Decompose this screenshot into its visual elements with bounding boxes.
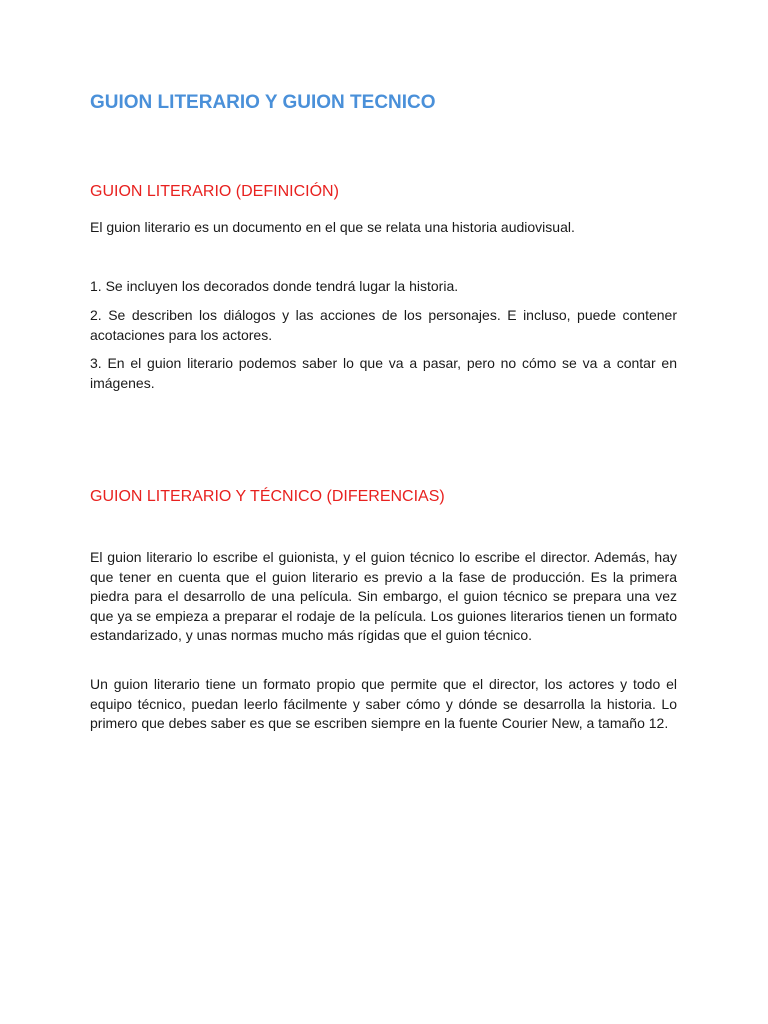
section-heading-definicion: GUION LITERARIO (DEFINICIÓN): [90, 183, 339, 200]
paragraph-definition: El guion literario es un documento en el que se relata una historia audiovisual.: [90, 219, 575, 235]
document-title: GUION LITERARIO Y GUION TECNICO: [90, 92, 436, 113]
list-item-3: 3. En el guion literario podemos saber lo que va a pasar, pero no cómo se va a contar en imágenes.: [90, 355, 677, 391]
section-heading-diferencias: GUION LITERARIO Y TÉCNICO (DIFERENCIAS): [90, 488, 445, 505]
list-item-1: 1. Se incluyen los decorados donde tendrá lugar la historia.: [90, 278, 459, 294]
paragraph-differences-1: El guion literario lo escribe el guionista, y el guion técnico lo escribe el director. Además, hay que tener en cuenta que el guion literario es previo a la fase de producción. Es la primera piedra para el desarrollo de una película. Sin embargo, el guion técnico se prepara una vez que ya se empieza a preparar el rodaje de la película. Los guiones literarios tienen un formato estandarizado, y unas normas mucho más rígidas que el guion técnico.: [90, 549, 677, 643]
paragraph-differences-2: Un guion literario tiene un formato propio que permite que el director, los actores y todo el equipo técnico, puedan leerlo fácilmente y saber cómo y dónde se desarrolla la historia. Lo primero que debes saber es que se escriben siempre en la fuente Courier New, a tamaño 12.: [90, 676, 677, 731]
list-item-2: 2. Se describen los diálogos y las acciones de los personajes. E incluso, puede contener acotaciones para los actores.: [90, 307, 677, 343]
